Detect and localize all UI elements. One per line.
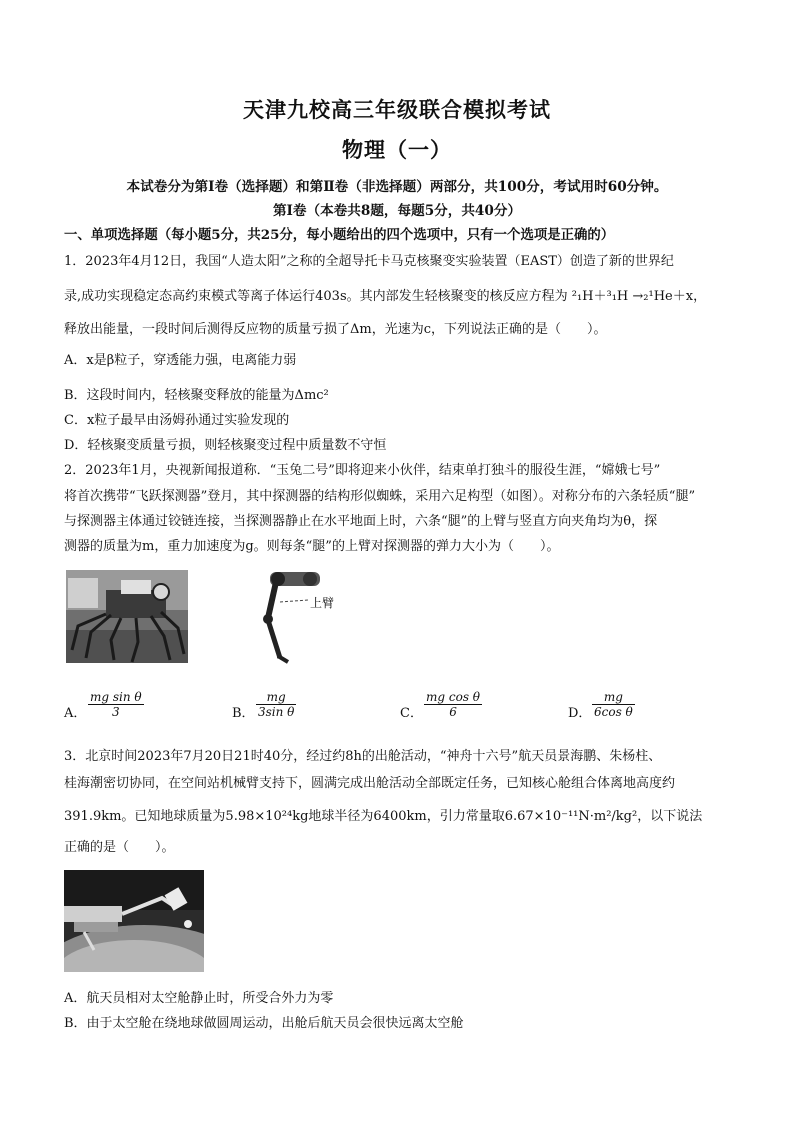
q2-option-b-denominator: 3sin θ xyxy=(258,705,295,719)
q3-line-3: 391.9km。已知地球质量为5.98×10²⁴kg地球半径为6400km，引力常量取6.67×10⁻¹¹N·m²/kg²，以下说法 xyxy=(64,809,703,824)
upper-arm-label: 上臂 xyxy=(310,596,335,610)
q1-option-c: C．x粒子最早由汤姆孙通过实验发现的 xyxy=(64,413,290,428)
section-one-heading: 一、单项选择题（每小题5分，共25分，每小题给出的四个选项中，只有一个选项是正确的） xyxy=(64,227,615,243)
q3-line-1: 3．北京时间2023年7月20日21时40分，经过约8h的出舱活动，“神舟十六号”航天员景海鹏、朱杨柱、 xyxy=(64,749,662,764)
q1-line-3: 释放出能量，一段时间后测得反应物的质量亏损了Δm，光速为c，下列说法正确的是（ ）。 xyxy=(64,322,607,337)
space-station-photo xyxy=(64,870,204,972)
q3-line-4: 正确的是（ ）。 xyxy=(64,840,175,855)
q2-option-b-numerator: mg xyxy=(256,690,296,705)
q2-option-d-fraction xyxy=(592,690,635,719)
q1-option-a: A．x是β粒子，穿透能力强，电离能力弱 xyxy=(64,353,297,368)
exam-title: 天津九校高三年级联合模拟考试 xyxy=(243,97,551,122)
q3-line-2: 桂海潮密切协同，在空间站机械臂支持下，圆满完成出舱活动全部既定任务，已知核心舱组合体离地高度约 xyxy=(64,776,676,791)
q1-option-b: B．这段时间内，轻核聚变释放的能量为Δmc² xyxy=(64,388,329,403)
q2-line-4: 测器的质量为m，重力加速度为g。则每条“腿”的上臂对探测器的弹力大小为（ ）。 xyxy=(64,539,560,554)
subject-title: 物理（一） xyxy=(342,137,452,162)
q3-option-a: A．航天员相对太空舱静止时，所受合外力为零 xyxy=(64,991,334,1006)
q1-line-1: 1．2023年4月12日，我国“人造太阳”之称的全超导托卡马克核聚变实验装置（EAST）创造了新的世界纪 xyxy=(64,254,674,269)
part-one-heading: 第Ⅰ卷（本卷共8题，每题5分，共40分） xyxy=(272,203,522,219)
q2-option-c-numerator: mg cos θ xyxy=(426,690,481,704)
q2-option-d-denominator: 6cos θ xyxy=(594,705,633,719)
q2-line-2: 将首次携带“飞跃探测器”登月，其中探测器的结构形似蜘蛛，采用六足构型（如图）。对称分布的六条轻质“腿” xyxy=(64,489,696,504)
q2-option-c-letter: C． xyxy=(400,706,423,721)
q2-option-a-denominator: 3 xyxy=(112,705,120,719)
q2-line-3: 与探测器主体通过铰链连接，当探测器静止在水平地面上时，六条“腿”的上臂与竖直方向夹角均为θ，探 xyxy=(64,514,658,529)
q2-option-b-fraction xyxy=(256,690,296,719)
q3-option-b: B．由于太空舱在绕地球做圆周运动，出舱后航天员会很快远离太空舱 xyxy=(64,1016,464,1031)
q2-option-d-letter: D． xyxy=(568,706,592,721)
q2-option-d-numerator: mg xyxy=(592,690,635,705)
q2-option-b-letter: B． xyxy=(232,706,255,721)
q1-option-d: D．轻核聚变质量亏损，则轻核聚变过程中质量数不守恒 xyxy=(64,438,387,453)
exam-intro: 本试卷分为第Ⅰ卷（选择题）和第Ⅱ卷（非选择题）两部分，共100分，考试用时60分钟。 xyxy=(126,179,668,195)
leg-diagram xyxy=(258,568,348,664)
q2-option-a-numerator: mg sin θ xyxy=(90,690,142,704)
q2-option-a-fraction xyxy=(88,690,144,719)
lander-photo xyxy=(66,570,188,663)
q2-option-c-denominator: 6 xyxy=(449,705,457,719)
q2-option-c-fraction xyxy=(424,690,482,719)
q2-option-a-letter: A． xyxy=(64,706,87,721)
q1-line-2: 录,成功实现稳定态高约束模式等离子体运行403s。其内部发生轻核聚变的核反应方程为 ²₁H＋³₁H →₂¹He＋x， xyxy=(64,289,707,304)
q2-line-1: 2．2023年1月，央视新闻报道称．“玉兔二号”即将迎来小伙伴，结束单打独斗的服役生涯，“嫦娥七号” xyxy=(64,463,661,478)
